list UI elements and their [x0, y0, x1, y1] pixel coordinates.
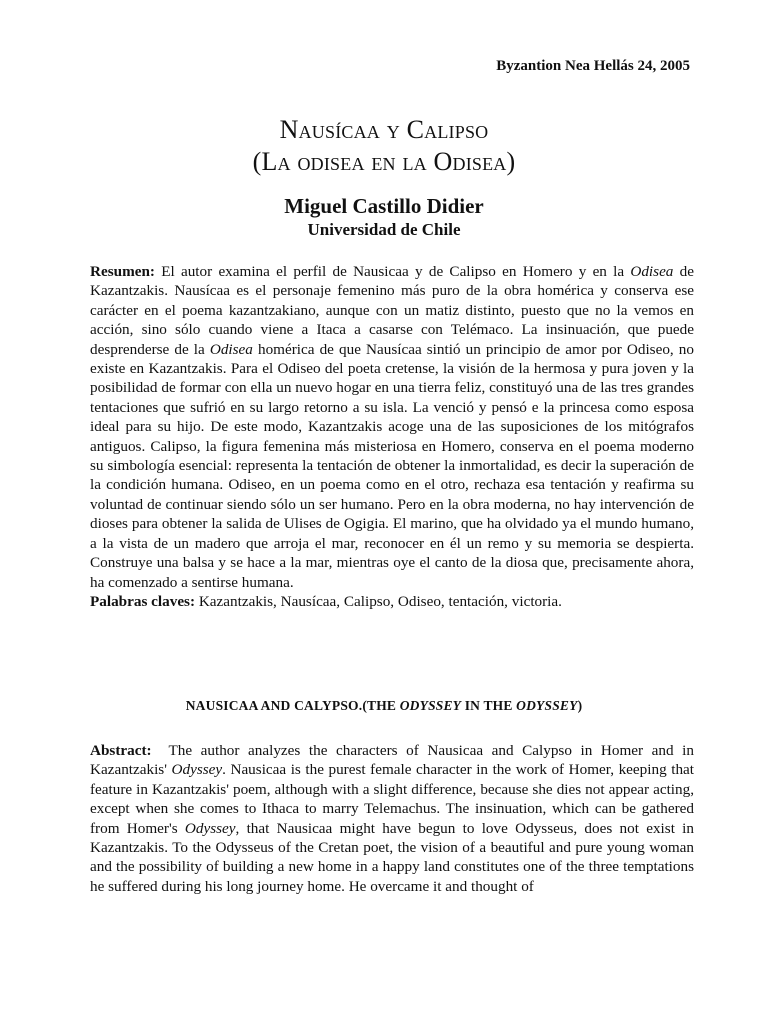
title-block	[0, 114, 768, 241]
resumen-paragraph	[90, 262, 694, 592]
keywords-text: Kazantzakis, Nausícaa, Calipso, Odiseo, tentación, victoria.	[195, 592, 562, 610]
abstract-section	[90, 741, 698, 896]
abstract-text: The author analyzes the characters of Nausicaa and Calypso in Homer and in Kazantzakis'	[90, 742, 698, 779]
english-title	[0, 698, 768, 714]
resumen-text: El autor examina el perfil de Nausicaa y de Calipso en Homero y en la	[154, 263, 631, 280]
article-title: Nausícaa y Calipso	[279, 115, 489, 144]
author-name: Miguel Castillo Didier	[284, 194, 484, 218]
abstract-label: Abstract:	[90, 742, 152, 759]
abstract-text: . Nausicaa is the purest female character in the work of Homer, keeping that feature in Kazantzakis' poem, although with a slight difference, because she dies not appear acting, except when she comes to Ithaca to marry Telemachus. The insinuation, which can be gathered from Homer's	[90, 761, 694, 837]
english-title-text: IN THE	[461, 698, 517, 713]
abstract-italic: Odyssey	[184, 819, 236, 837]
english-title-italic: ODYSSEY	[516, 698, 578, 713]
resumen-italic: Odisea	[209, 340, 253, 358]
english-title-italic: ODYSSEY	[399, 698, 462, 713]
journal-header: Byzantion Nea Hellás 24, 2005	[496, 58, 690, 74]
resumen-label: Resumen:	[90, 263, 155, 280]
keywords-label: Palabras claves:	[90, 592, 196, 610]
author-affiliation: Universidad de Chile	[307, 220, 461, 239]
article-subtitle: (La odisea en la Odisea)	[252, 147, 516, 176]
english-title-text: NAUSICAA AND CALYPSO.(THE	[185, 698, 400, 713]
resumen-text: homérica de que Nausícaa sintió un principio de amor por Odiseo, no existe en Kazantzakis. Para el Odiseo del poeta cretense, la visión de la hermosa y pura joven y la posibilidad de formar con ella un nuevo hogar en una tierra feliz, constituyó una de las tres grandes tentaciones que sufrió en su largo retorno a su isla. La venció y pensó e la princesa como esposa ideal para su hijo. De este modo, Kazantzakis acoge una de las suposiciones de los mitógrafos antiguos. Calipso, la figura femenina más misteriosa en Homero, conserva en el poema moderno su simbología esencial: representa la tentación de obtener la inmortalidad, es decir la superación de la condición humana. Odiseo, en un poema como en el otro, rechaza esa tentación y reafirma su voluntad de continuar siendo sólo un ser humano. Pero en la obra moderna, no hay intervención de dioses para obtener la salida de Ulises de Ogigia. El marino, que ha olvidado ya el mundo humano, a la vista de un madero que arroja el mar, reconocer en él un remo y su memoria se despierta. Construye una balsa y se hace a la mar, mientras oye el canto de la diosa que, precisamente ahora, ha comenzado a sentirse humana.	[90, 340, 694, 591]
abstract-text: , that Nausicaa might have begun to love Odysseus, does not exist in Kazantzakis. To the Odysseus of the Cretan poet, the vision of a beautiful and pure young woman and the possibility of building a new home in a happy land constitutes one of the three temptations he suffered during his long journey home. He overcame it and thought of	[90, 819, 694, 895]
resumen-italic: Odisea	[630, 263, 674, 280]
resumen-text: de Kazantzakis. Nausícaa es el personaje femenino más puro de la obra homérica y conserva ese carácter en el poema kazantzakiano, aunque con un matiz distinto, puesto que no la vemos en acción, sino sólo cuando viene a Itaca a casarse con Telémaco. La insinuación, que puede desprenderse de la	[90, 263, 694, 358]
abstract-italic: Odyssey	[171, 761, 223, 779]
english-title-text: )	[577, 698, 583, 713]
resumen-section	[90, 262, 694, 611]
keywords-line	[90, 592, 694, 611]
